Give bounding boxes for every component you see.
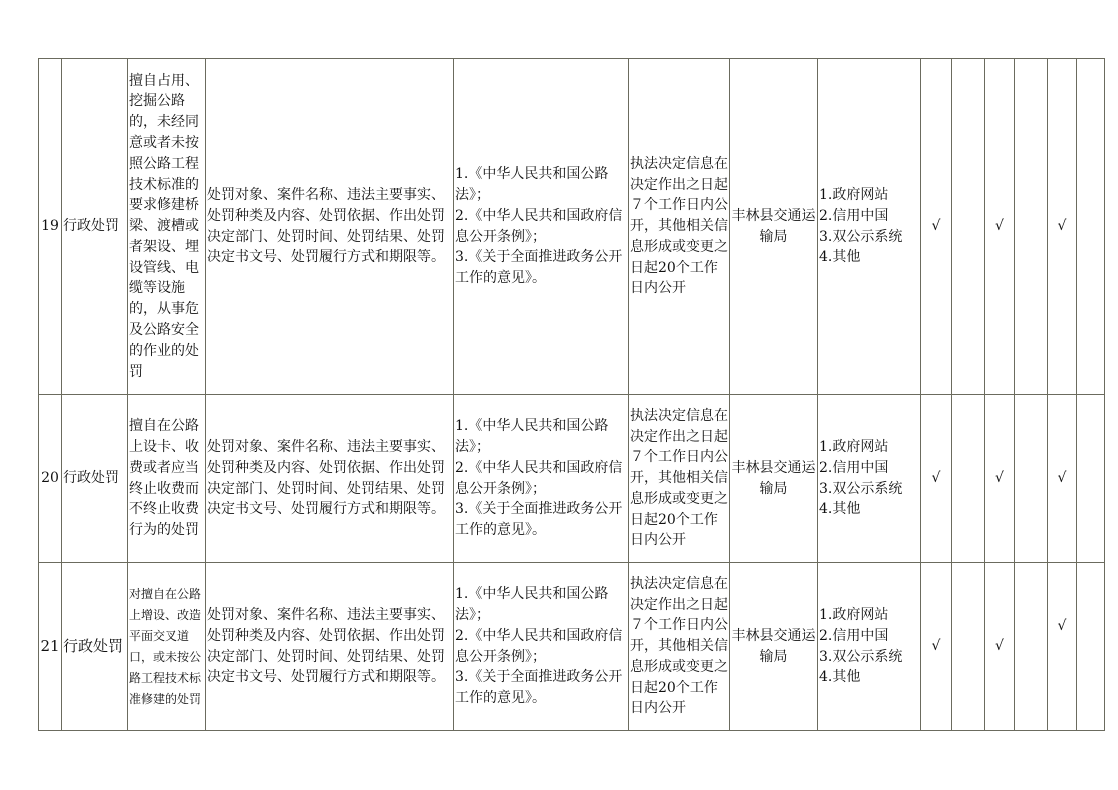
basis-line: 1.《中华人民共和国公路法》；: [455, 166, 609, 203]
channel-line: 1.政府网站: [819, 606, 889, 623]
check-cell: [1077, 59, 1105, 395]
check-cell: √: [1048, 395, 1077, 563]
check-cell: [1077, 563, 1105, 731]
disclosure-content: 处罚对象、案件名称、违法主要事实、处罚种类及内容、处罚依据、作出处罚决定部门、处罚时间、处罚结果、处罚决定书文号、处罚履行方式和期限等。: [206, 59, 454, 395]
disclosure-time-limit: 执法决定信息在决定作出之日起７个工作日内公开，其他相关信息形成或变更之日起20个工作日内公开: [629, 59, 730, 395]
check-cell: [1077, 395, 1105, 563]
disclosure-time-limit: 执法决定信息在决定作出之日起７个工作日内公开，其他相关信息形成或变更之日起20个工作日内公开: [629, 395, 730, 563]
channel-line: 2.信用中国: [819, 627, 889, 644]
check-cell: [1015, 563, 1048, 731]
basis-line: 2.《中华人民共和国政府信息公开条例》；: [455, 207, 623, 245]
disclosure-department: 丰林县交通运输局: [730, 59, 818, 395]
check-cell: √: [921, 59, 952, 395]
disclosure-content: 处罚对象、案件名称、违法主要事实、处罚种类及内容、处罚依据、作出处罚决定部门、处罚时间、处罚结果、处罚决定书文号、处罚履行方式和期限等。: [206, 395, 454, 563]
table-row: [39, 563, 1105, 731]
channel-line: 3.双公示系统: [819, 648, 903, 665]
item-type: 行政处罚: [62, 59, 128, 395]
check-cell: [952, 563, 985, 731]
check-cell: √: [1048, 59, 1077, 395]
disclosure-basis: [454, 59, 629, 395]
channel-line: 4.其他: [819, 249, 861, 266]
check-cell: √: [921, 563, 952, 731]
item-name: 擅自占用、挖掘公路的，未经同意或者未按照公路工程技术标准的要求修建桥梁、渡槽或者架设、埋设管线、电缆等设施的，从事危及公路安全的作业的处罚: [128, 59, 206, 395]
disclosure-basis: [454, 395, 629, 563]
row-number: 20: [39, 395, 62, 563]
row-number: 19: [39, 59, 62, 395]
check-cell: [1015, 59, 1048, 395]
disclosure-content: 处罚对象、案件名称、违法主要事实、处罚种类及内容、处罚依据、作出处罚决定部门、处罚时间、处罚结果、处罚决定书文号、处罚履行方式和期限等。: [206, 563, 454, 731]
disclosure-department: 丰林县交通运输局: [730, 395, 818, 563]
channel-line: 2.信用中国: [819, 207, 889, 224]
channel-line: 1.政府网站: [819, 186, 889, 203]
table-row: [39, 59, 1105, 395]
item-name: 对擅自在公路上增设、改造平面交叉道口，或未按公路工程技术标准修建的处罚: [128, 563, 206, 731]
basis-line: 1.《中华人民共和国公路法》；: [455, 586, 609, 623]
channel-line: 1.政府网站: [819, 438, 889, 455]
basis-line: 3.《关于全面推进政务公开工作的意见》。: [455, 501, 623, 539]
check-cell: [952, 59, 985, 395]
basis-line: 3.《关于全面推进政务公开工作的意见》。: [455, 669, 623, 707]
disclosure-table: [38, 58, 1105, 731]
item-name: 擅自在公路上设卡、收费或者应当终止收费而不终止收费行为的处罚: [128, 395, 206, 563]
check-cell: [952, 395, 985, 563]
channel-line: 4.其他: [819, 501, 861, 518]
disclosure-channels: [818, 395, 921, 563]
disclosure-channels: [818, 59, 921, 395]
basis-line: 3.《关于全面推进政务公开工作的意见》。: [455, 249, 623, 287]
check-cell: √: [1048, 563, 1077, 731]
table-row: [39, 395, 1105, 563]
channel-line: 2.信用中国: [819, 459, 889, 476]
basis-line: 2.《中华人民共和国政府信息公开条例》；: [455, 459, 623, 497]
channel-line: 3.双公示系统: [819, 480, 903, 497]
disclosure-department: 丰林县交通运输局: [730, 563, 818, 731]
check-cell: √: [921, 395, 952, 563]
channel-line: 3.双公示系统: [819, 228, 903, 245]
row-number: 21: [39, 563, 62, 731]
basis-line: 1.《中华人民共和国公路法》；: [455, 418, 609, 455]
item-type: 行政处罚: [62, 563, 128, 731]
channel-line: 4.其他: [819, 669, 861, 686]
disclosure-time-limit: 执法决定信息在决定作出之日起７个工作日内公开，其他相关信息形成或变更之日起20个工作日内公开: [629, 563, 730, 731]
disclosure-basis: [454, 563, 629, 731]
check-cell: √: [985, 59, 1015, 395]
basis-line: 2.《中华人民共和国政府信息公开条例》；: [455, 627, 623, 665]
check-cell: √: [985, 395, 1015, 563]
check-cell: √: [985, 563, 1015, 731]
item-type: 行政处罚: [62, 395, 128, 563]
disclosure-channels: [818, 563, 921, 731]
check-cell: [1015, 395, 1048, 563]
